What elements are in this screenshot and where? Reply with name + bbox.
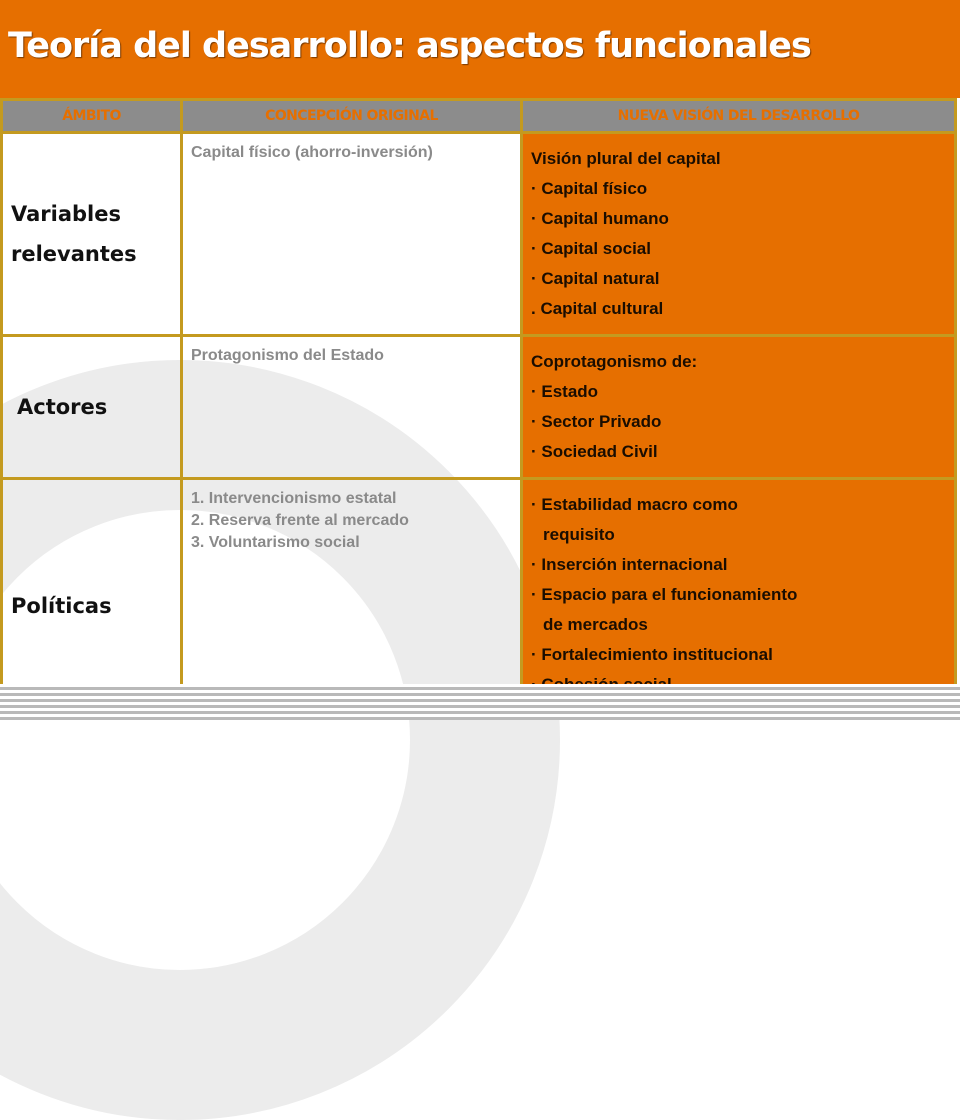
ambito-cell (2, 133, 182, 336)
ambito-line: Actores (17, 395, 108, 419)
nueva-line: · Sociedad Civil (531, 442, 658, 461)
header-nueva-vision: NUEVA VISIÓN DEL DESARROLLO (522, 100, 956, 133)
nueva-line: · Espacio para el funcionamiento (531, 585, 798, 604)
nueva-line: · Capital humano (531, 209, 669, 228)
header-ambito: ÁMBITO (2, 100, 182, 133)
nueva-line: · Capital físico (531, 179, 648, 198)
original-cell (182, 133, 522, 336)
ambito-cell (2, 336, 182, 479)
nueva-line: . Capital cultural (531, 299, 664, 318)
table-row-actores (2, 336, 956, 479)
original-line: 2. Reserva frente al mercado (191, 512, 409, 529)
nueva-line: · Estado (531, 382, 599, 401)
ambito-line: Variables (11, 202, 121, 226)
original-line: Capital físico (ahorro-inversión) (191, 144, 433, 161)
nueva-line: Visión plural del capital (531, 149, 721, 168)
nueva-line: Coprotagonismo de: (531, 352, 698, 371)
ambito-line: Políticas (11, 594, 112, 618)
nueva-line: · Capital social (531, 239, 651, 258)
footer-stripes-decoration (0, 684, 960, 720)
nueva-line: · Fortalecimiento institucional (531, 645, 773, 664)
nueva-line: · Inserción internacional (531, 555, 728, 574)
table-row-variables (2, 133, 956, 336)
original-cell (182, 479, 522, 712)
original-line: 3. Voluntarismo social (191, 534, 360, 551)
original-line: Protagonismo del Estado (191, 347, 384, 364)
slide-title: Teoría del desarrollo: aspectos funcionales (8, 26, 811, 66)
nueva-line: requisito (543, 525, 615, 544)
nueva-line: · Capital natural (531, 269, 660, 288)
comparison-table (0, 98, 957, 713)
nueva-line: · Estabilidad macro como (531, 495, 738, 514)
nueva-line: · Sector Privado (531, 412, 662, 431)
original-line: 1. Intervencionismo estatal (191, 490, 397, 507)
title-band (0, 0, 960, 98)
nueva-line: de mercados (543, 615, 648, 634)
table-row-politicas (2, 479, 956, 712)
original-cell (182, 336, 522, 479)
table-header-row (2, 100, 956, 133)
nueva-cell (522, 133, 956, 336)
nueva-cell (522, 479, 956, 712)
nueva-cell (522, 336, 956, 479)
ambito-cell (2, 479, 182, 712)
header-concepcion-original: CONCEPCIÓN ORIGINAL (182, 100, 522, 133)
ambito-line: relevantes (11, 242, 137, 266)
